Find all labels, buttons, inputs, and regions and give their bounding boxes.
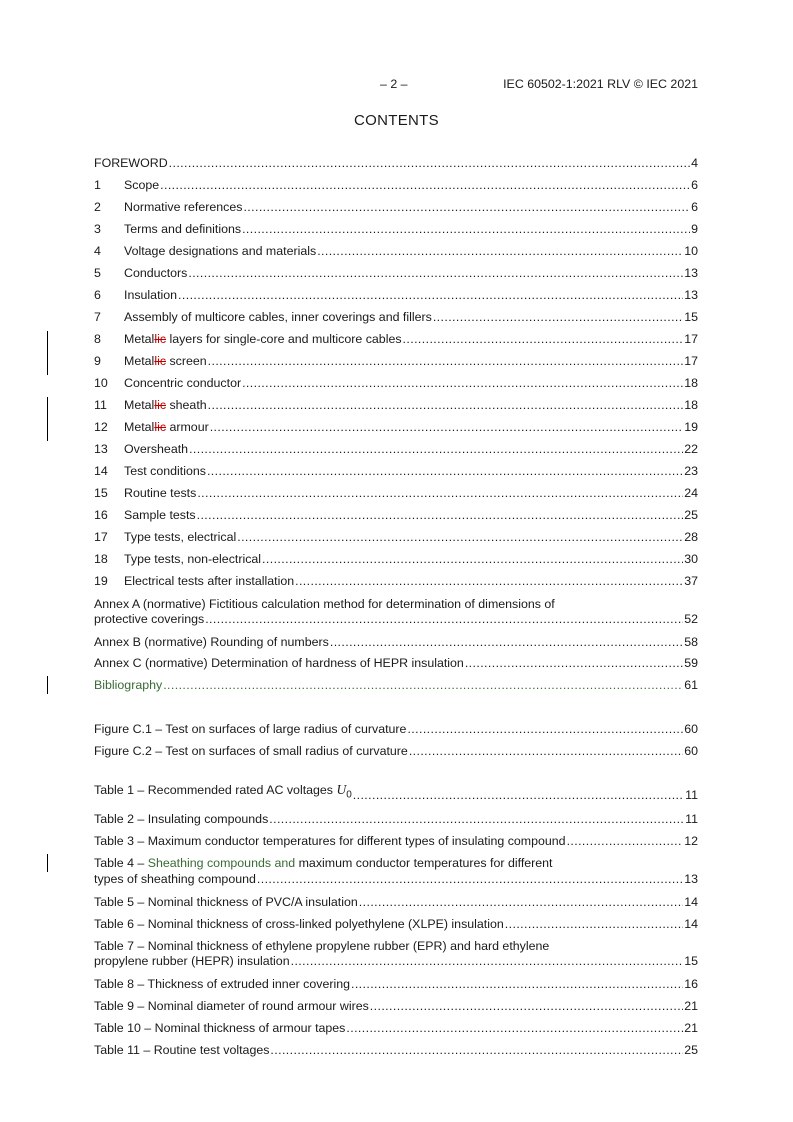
toc-clause[interactable]	[94, 419, 698, 435]
clause-number: 14	[94, 464, 108, 478]
clause-label: Conductors	[124, 266, 188, 280]
change-bar	[47, 854, 48, 872]
clause-number: 5	[94, 266, 101, 280]
toc-clause[interactable]	[94, 309, 698, 325]
toc-clause[interactable]	[94, 573, 698, 589]
clause-page: 23	[684, 464, 698, 478]
clause-label: Insulation	[124, 288, 178, 302]
toc-table-1[interactable]: Table 1 – Recommended rated AC voltages $U_0$ ..... 11	[94, 787, 698, 803]
clause-number: 19	[94, 574, 108, 588]
toc-clause[interactable]	[94, 485, 698, 501]
clause-page: 13	[684, 266, 698, 280]
clause-label: Type tests, non-electrical	[124, 552, 262, 566]
toc-clause[interactable]	[94, 331, 698, 347]
clause-number: 13	[94, 442, 108, 456]
clause-number: 3	[94, 222, 101, 236]
clause-page: 13	[684, 288, 698, 302]
clause-number: 4	[94, 244, 101, 258]
toc-clause[interactable]	[94, 177, 698, 193]
toc-table-11[interactable]: Table 11 – Routine test voltages ..... 25	[94, 1042, 698, 1058]
clause-number: 6	[94, 288, 101, 302]
clause-number: 17	[94, 530, 108, 544]
clause-page: 25	[684, 508, 698, 522]
toc-table-4[interactable]: types of sheathing compound ..... 13	[94, 871, 698, 887]
toc-annex-a-line1[interactable]: Annex A (normative) Fictitious calculation method for determination of dimensions of	[94, 597, 555, 611]
toc-table-5[interactable]: Table 5 – Nominal thickness of PVC/A insulation ..... 14	[94, 894, 698, 910]
toc-clause[interactable]	[94, 199, 698, 215]
toc-figure-c2[interactable]: Figure C.2 – Test on surfaces of small radius of curvature ..... 60	[94, 743, 698, 759]
clause-label: Metallic layers for single-core and multicore cables	[124, 332, 402, 346]
toc-clause[interactable]	[94, 375, 698, 391]
clause-label: Assembly of multicore cables, inner coverings and fillers	[124, 310, 432, 324]
page-title: CONTENTS	[354, 112, 439, 129]
toc-clause[interactable]	[94, 353, 698, 369]
toc-clause[interactable]	[94, 441, 698, 457]
document-code: IEC 60502-1:2021 RLV © IEC 2021	[503, 77, 698, 91]
clause-label: Oversheath	[124, 442, 189, 456]
toc-clause[interactable]	[94, 551, 698, 567]
clause-page: 37	[684, 574, 698, 588]
toc-clause[interactable]	[94, 221, 698, 237]
clause-label: Test conditions	[124, 464, 206, 478]
clause-page: 18	[684, 398, 698, 412]
clause-label: Concentric conductor	[124, 376, 242, 390]
toc-annex-a[interactable]: protective coverings ..... 52	[94, 611, 698, 627]
change-bar	[47, 397, 48, 441]
clause-page: 4	[691, 156, 698, 170]
page-number: – 2 –	[380, 77, 408, 91]
toc-clause[interactable]	[94, 287, 698, 303]
toc-clause[interactable]	[94, 243, 698, 259]
clause-label: Routine tests	[124, 486, 197, 500]
clause-label: Metallic armour	[124, 420, 209, 434]
toc-clause[interactable]	[94, 265, 698, 281]
toc-figure-c1[interactable]: Figure C.1 – Test on surfaces of large radius of curvature ..... 60	[94, 721, 698, 737]
change-bar	[47, 331, 48, 375]
clause-page: 6	[691, 200, 698, 214]
toc-clause[interactable]	[94, 463, 698, 479]
toc-clause[interactable]	[94, 507, 698, 523]
clause-number: 8	[94, 332, 101, 346]
clause-label: Electrical tests after installation	[124, 574, 295, 588]
clause-number: 11	[94, 398, 107, 412]
clause-page: 15	[684, 310, 698, 324]
clause-page: 18	[684, 376, 698, 390]
clause-number: 1	[94, 178, 101, 192]
clause-page: 22	[684, 442, 698, 456]
toc-table-7[interactable]: propylene rubber (HEPR) insulation ..... 15	[94, 953, 698, 969]
toc-table-8[interactable]: Table 8 – Thickness of extruded inner covering ..... 16	[94, 976, 698, 992]
toc-table-4-line1[interactable]: Table 4 – Sheathing compounds and maximum conductor temperatures for different	[94, 856, 553, 870]
toc-table-10[interactable]: Table 10 – Nominal thickness of armour tapes ..... 21	[94, 1020, 698, 1036]
clause-label: Metallic screen	[124, 354, 207, 368]
clause-page: 6	[691, 178, 698, 192]
clause-label: Terms and definitions	[124, 222, 242, 236]
clause-number: 7	[94, 310, 101, 324]
toc-clause[interactable]	[94, 529, 698, 545]
clause-label: Scope	[124, 178, 160, 192]
clause-page: 30	[684, 552, 698, 566]
toc-annex-b[interactable]: Annex B (normative) Rounding of numbers ..... 58	[94, 634, 698, 650]
clause-page: 24	[684, 486, 698, 500]
clause-page: 9	[691, 222, 698, 236]
clause-label: Type tests, electrical	[124, 530, 237, 544]
clause-page: 17	[684, 332, 698, 346]
clause-number: 16	[94, 508, 108, 522]
change-bar	[47, 676, 48, 694]
clause-page: 10	[684, 244, 698, 258]
toc-table-3[interactable]: Table 3 – Maximum conductor temperatures for different types of insulating compound ..... 12	[94, 833, 698, 849]
clause-label: Voltage designations and materials	[124, 244, 317, 258]
clause-number: 10	[94, 376, 108, 390]
toc-bibliography[interactable]: Bibliography ..... 61	[94, 677, 698, 693]
toc-table-2[interactable]: Table 2 – Insulating compounds ..... 11	[94, 811, 698, 827]
clause-label: Sample tests	[124, 508, 196, 522]
clause-page: 28	[684, 530, 698, 544]
clause-number: 18	[94, 552, 108, 566]
clause-label: Metallic sheath	[124, 398, 207, 412]
clause-number: 2	[94, 200, 101, 214]
toc-annex-c[interactable]: Annex C (normative) Determination of hardness of HEPR insulation ..... 59	[94, 655, 698, 671]
toc-clause[interactable]	[94, 155, 698, 171]
clause-number: 9	[94, 354, 101, 368]
clause-page: 19	[684, 420, 698, 434]
clause-label: FOREWORD	[94, 156, 168, 170]
clause-page: 17	[684, 354, 698, 368]
clause-number: 15	[94, 486, 108, 500]
toc-table-6[interactable]: Table 6 – Nominal thickness of cross-linked polyethylene (XLPE) insulation ..... 14	[94, 916, 698, 932]
toc-table-7-line1[interactable]: Table 7 – Nominal thickness of ethylene propylene rubber (EPR) and hard ethylene	[94, 939, 550, 953]
clause-number: 12	[94, 420, 108, 434]
toc-table-9[interactable]: Table 9 – Nominal diameter of round armour wires ..... 21	[94, 998, 698, 1014]
toc-clause[interactable]	[94, 397, 698, 413]
clause-label: Normative references	[124, 200, 243, 214]
